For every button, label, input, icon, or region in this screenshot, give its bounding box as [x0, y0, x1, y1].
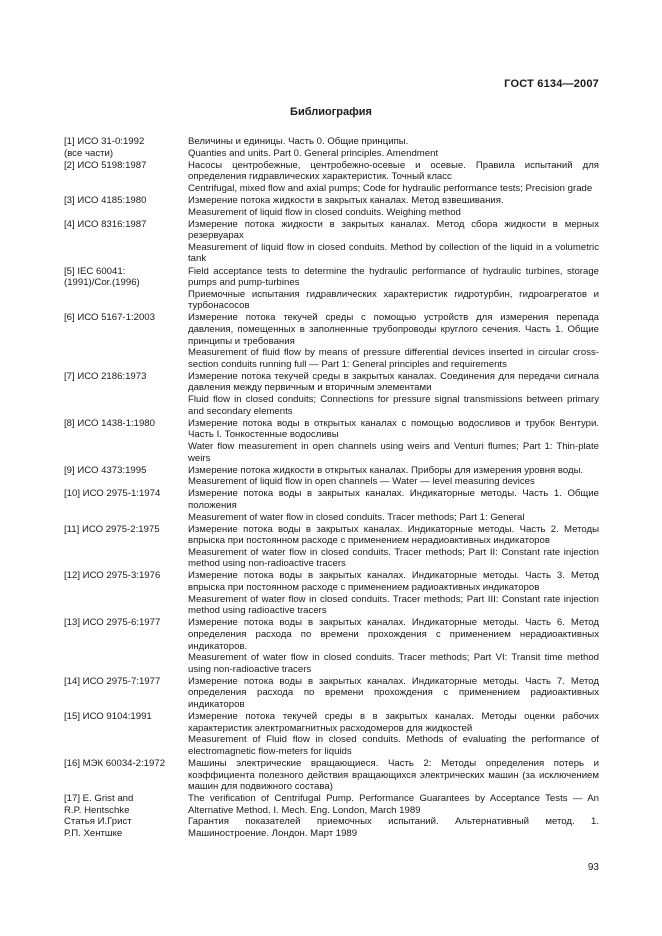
bibliography-entry — [64, 371, 599, 417]
reference-title: Centrifugal, mixed flow and axial pumps; Code for hydraulic performance tests; Precision grade — [188, 182, 593, 194]
reference-titles — [188, 793, 599, 839]
bibliography-entry — [64, 793, 599, 839]
reference-title: Измерение потока жидкости в закрытых каналах. Метод взвешивания. — [188, 194, 504, 206]
bibliography-entry — [64, 160, 599, 195]
reference-title: Measurement of liquid flow in closed conduits. Weighing method — [188, 206, 461, 218]
bibliography-entry — [64, 219, 599, 265]
reference-titles — [188, 160, 599, 195]
bibliography-entry — [64, 676, 599, 711]
reference-title: Измерение потока жидкости в закрытых каналах. Метод сбора жидкости в мерных резервуарах — [188, 218, 599, 242]
reference-title: Измерение потока воды в закрытых каналах. Индикаторные методы. Часть 6. Метод определения расхода по времени прохождения с применением нерадиоактивных индикаторов. — [188, 617, 599, 652]
reference-title: Измерение потока текучей среды с помощью устройств для измерения перепада давления, помещенных в заполненные трубопроводы круглого сечения. Часть 1. Общие принципы и требования — [188, 312, 599, 347]
reference-titles — [188, 758, 599, 793]
reference-designation: [9] ИСО 4373:1995 — [64, 464, 147, 476]
reference-title: Measurement of Fluid flow in closed conduits. Methods of evaluating the performance of electromagnetic flow-meters for liquids — [188, 734, 599, 757]
reference-title: Насосы центробежные, центробежно-осевые и осевые. Правила испытаний для определения гидравлических характеристик. Точный класс — [188, 159, 599, 183]
reference-designation: [1] ИСО 31-0:1992 (все части) — [64, 136, 145, 159]
reference-designation: [8] ИСО 1438-1:1980 — [64, 417, 155, 429]
reference-designation: [6] ИСО 5167-1:2003 — [64, 312, 155, 324]
reference-title: Measurement of water flow in closed conduits. Tracer methods; Part II: Constant rate injection method using non-radioactive tracers — [188, 546, 599, 570]
reference-titles — [188, 418, 599, 464]
reference-title: Измерение потока текучей среды в закрытых каналах. Соединения для передачи сигнала давления между первичным и вторичным элементами — [188, 370, 599, 394]
reference-titles — [188, 617, 599, 675]
reference-title: Измерение потока воды в закрытых каналах. Индикаторные методы. Часть 3. Метод впрыска при постоянном расходе с применением радиоактивных индикаторов — [188, 570, 599, 594]
reference-designation: [2] ИСО 5198:1987 — [64, 159, 147, 171]
reference-title: The verification of Centrifugal Pump. Performance Guarantees by Acceptance Tests — An Alternative Method. I. Mech. Eng. London, March 1989 — [188, 793, 599, 816]
reference-designation: [11] ИСО 2975-2:1975 — [64, 523, 160, 535]
reference-designation: [15] ИСО 9104:1991 — [64, 711, 152, 723]
reference-designation: [7] ИСО 2186:1973 — [64, 370, 147, 382]
reference-titles — [188, 371, 599, 417]
reference-title: Машины электрические вращающиеся. Часть 2: Методы определения потерь и коэффициента полезного действия вращающихся электрических машин (за исключением машин для подвижного состава) — [188, 757, 599, 793]
reference-title: Measurement of fluid flow by means of pressure differential devices inserted in circular cross-section conduits running full — Part 1: General principles and requirements — [188, 347, 599, 370]
reference-title: Гарантия показателей приемочных испытаний. Альтернативный метод. 1. Машиностроение. Лондон. Март 1989 — [188, 816, 599, 840]
reference-title: Измерение потока воды в закрытых каналах. Индикаторные методы. Часть 1. Общие положения — [188, 488, 599, 511]
bibliography-entry — [64, 266, 599, 312]
reference-titles — [188, 312, 599, 370]
bibliography-entry — [64, 312, 599, 370]
reference-titles — [188, 524, 599, 570]
reference-designation: [5] IEC 60041: (1991)/Cor.(1996) — [64, 265, 140, 289]
bibliography-list — [64, 136, 599, 840]
bibliography-entry — [64, 418, 599, 464]
section-title: Библиография — [290, 106, 372, 118]
reference-designation: [14] ИСО 2975-7:1977 — [64, 675, 161, 687]
reference-designation: [4] ИСО 8316:1987 — [64, 218, 147, 230]
bibliography-entry — [64, 136, 599, 159]
document-code: ГОСТ 6134—2007 — [504, 78, 599, 90]
reference-title: Fluid flow in closed conduits; Connections for pressure signal transmissions between primary and secondary elements — [188, 394, 599, 417]
reference-titles — [188, 219, 599, 265]
bibliography-entry — [64, 488, 599, 523]
bibliography-entry — [64, 617, 599, 675]
reference-designation: [10] ИСО 2975-1:1974 — [64, 488, 161, 500]
reference-designation: [17] E. Grist and R.P. Hentschke Статья И.Грист Р.П. Хентшке — [64, 793, 134, 840]
bibliography-entry — [64, 524, 599, 570]
reference-designation: [3] ИСО 4185:1980 — [64, 194, 147, 206]
bibliography-entry — [64, 195, 599, 218]
reference-title: Измерение потока жидкости в открытых каналах. Приборы для измерения уровня воды. — [188, 464, 584, 476]
reference-title: Quanties and units. Part 0. General principles. Amendment — [188, 147, 439, 159]
reference-titles — [188, 465, 599, 488]
reference-title: Измерение потока текучей среды в в закрытых каналах. Методы оценки рабочих характеристик электромагнитных расходомеров для жидкостей — [188, 711, 599, 734]
reference-titles — [188, 711, 599, 757]
reference-titles — [188, 488, 599, 523]
reference-title: Измерение потока воды в закрытых каналах. Индикаторные методы. Часть 7. Метод определения расхода по времени прохождения с применением радиоактивных индикаторов — [188, 675, 599, 710]
reference-titles — [188, 266, 599, 312]
page-number: 93 — [587, 862, 599, 873]
reference-title: Measurement of water flow in closed conduits. Tracer methods; Part VI: Transit time method using non-radioactive tracers — [188, 652, 599, 675]
reference-title: Measurement of water flow in closed conduits. Tracer methods; Part 1: General — [188, 511, 525, 523]
reference-designation: [16] МЭК 60034-2:1972 — [64, 757, 166, 769]
reference-title: Измерение потока воды в закрытых каналах. Индикаторные методы. Часть 2. Методы впрыска при постоянном расходе с применением нерадиоактивных индикаторов — [188, 523, 599, 547]
reference-title: Water flow measurement in open channels using weirs and Venturi flumes; Part 1: Thin-plate weirs — [188, 440, 599, 464]
bibliography-entry — [64, 465, 599, 488]
reference-designation: [13] ИСО 2975-6:1977 — [64, 617, 161, 629]
bibliography-entry — [64, 711, 599, 757]
reference-titles — [188, 195, 599, 218]
reference-title: Измерение потока воды в открытых каналах с помощью водосливов и трубок Вентури. Часть I. Тонкостенные водосливы — [188, 417, 599, 441]
reference-title: Приемочные испытания гидравлических характеристик гидротурбин, гидроагрегатов и турбонасосов — [188, 288, 599, 312]
reference-title: Field acceptance tests to determine the hydraulic performance of hydraulic turbines, storage pumps and pump-turbines — [188, 265, 599, 289]
reference-titles — [188, 676, 599, 711]
reference-designation: [12] ИСО 2975-3:1976 — [64, 570, 161, 582]
reference-titles — [188, 136, 599, 159]
reference-title: Measurement of liquid flow in open channels — Water — level measuring devices — [188, 476, 535, 488]
bibliography-entry — [64, 570, 599, 616]
reference-title: Величины и единицы. Часть 0. Общие принципы. — [188, 136, 409, 147]
reference-title: Measurement of water flow in closed conduits. Tracer methods; Part III: Constant rate injection method using radioactive tracers — [188, 593, 599, 617]
bibliography-entry — [64, 758, 599, 793]
reference-titles — [188, 570, 599, 616]
reference-title: Measurement of liquid flow in closed conduits. Method by collection of the liquid in a volumetric tank — [188, 241, 599, 265]
